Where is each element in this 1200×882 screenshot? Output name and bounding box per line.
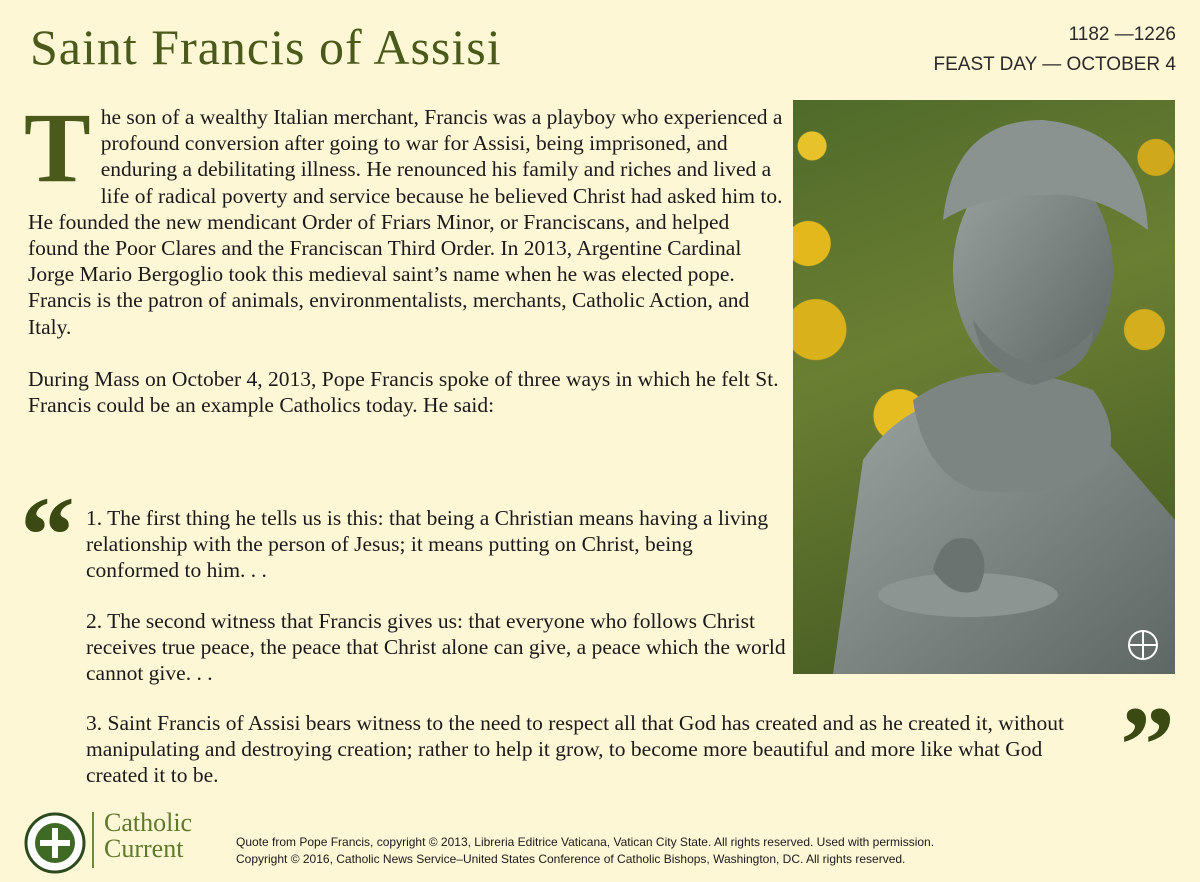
open-quote-mark: “ [20,474,75,596]
brand-line-1: Catholic [104,808,193,837]
usccb-seal-icon [24,812,86,874]
biography-text [24,92,784,418]
copyright-notice [236,834,934,868]
intro-text: he son of a wealthy Italian merchant, Francis was a playboy who experienced a profound conversion after going to war for Assisi, being imprisoned, and enduring a debilitating illness. He renounced his family and riches and lived a life of radical poverty and service because he believed Christ had asked him to. He founded the new mendicant Order of Friars Minor, or Franciscans, and helped found the Poor Clares and the Franciscan Third Order. In 2013, Argentine Cardinal Jorge Mario Bergoglio took this medieval saint’s name when he was elected pope. Francis is the patron of animals, environmentalists, merchants, Catholic Action, and Italy. [28,105,783,339]
page-title: Saint Francis of Assisi [30,19,502,75]
close-quote-mark: ” [1120,684,1175,806]
mass-paragraph: During Mass on October 4, 2013, Pope Francis spoke of three ways in which he felt St. Francis could be an example Catholics today. He said: [28,366,779,418]
catholic-current-brand [104,810,192,862]
saint-francis-statue-photo [793,100,1175,674]
dates-block [934,20,1177,80]
feast-day: FEAST DAY — OCTOBER 4 [933,54,1176,75]
copyright-line-1: Quote from Pope Francis, copyright © 2013, Libreria Editrice Vaticana, Vatican City State. All rights reserved. Used with permission. [236,835,935,849]
brand-line-2: Current [104,834,184,863]
life-years: 1182 —1226 [1068,24,1176,45]
intro-paragraph [24,92,784,340]
statue-illustration [793,100,1175,674]
drop-cap: T [24,92,91,203]
quote-item-1: 1. The first thing he tells us is this: that being a Christian means having a living relationship with the person of Jesus; it means putting on Christ, being conformed to him. . . [86,506,769,583]
quote-item-3: 3. Saint Francis of Assisi bears witness to the need to respect all that God has created and as he created it, without manipulating and destroying creation; rather to help it grow, to become more beautiful and more like what God created it to be. [86,711,1064,788]
copyright-line-2: Copyright © 2016, Catholic News Service–United States Conference of Catholic Bishops, Washington, DC. All rights reserved. [236,852,906,866]
logo-divider [92,812,94,868]
quote-item-2: 2. The second witness that Francis gives us: that everyone who follows Christ receives true peace, the peace that Christ alone can give, a peace which the world cannot give. . . [86,609,786,686]
